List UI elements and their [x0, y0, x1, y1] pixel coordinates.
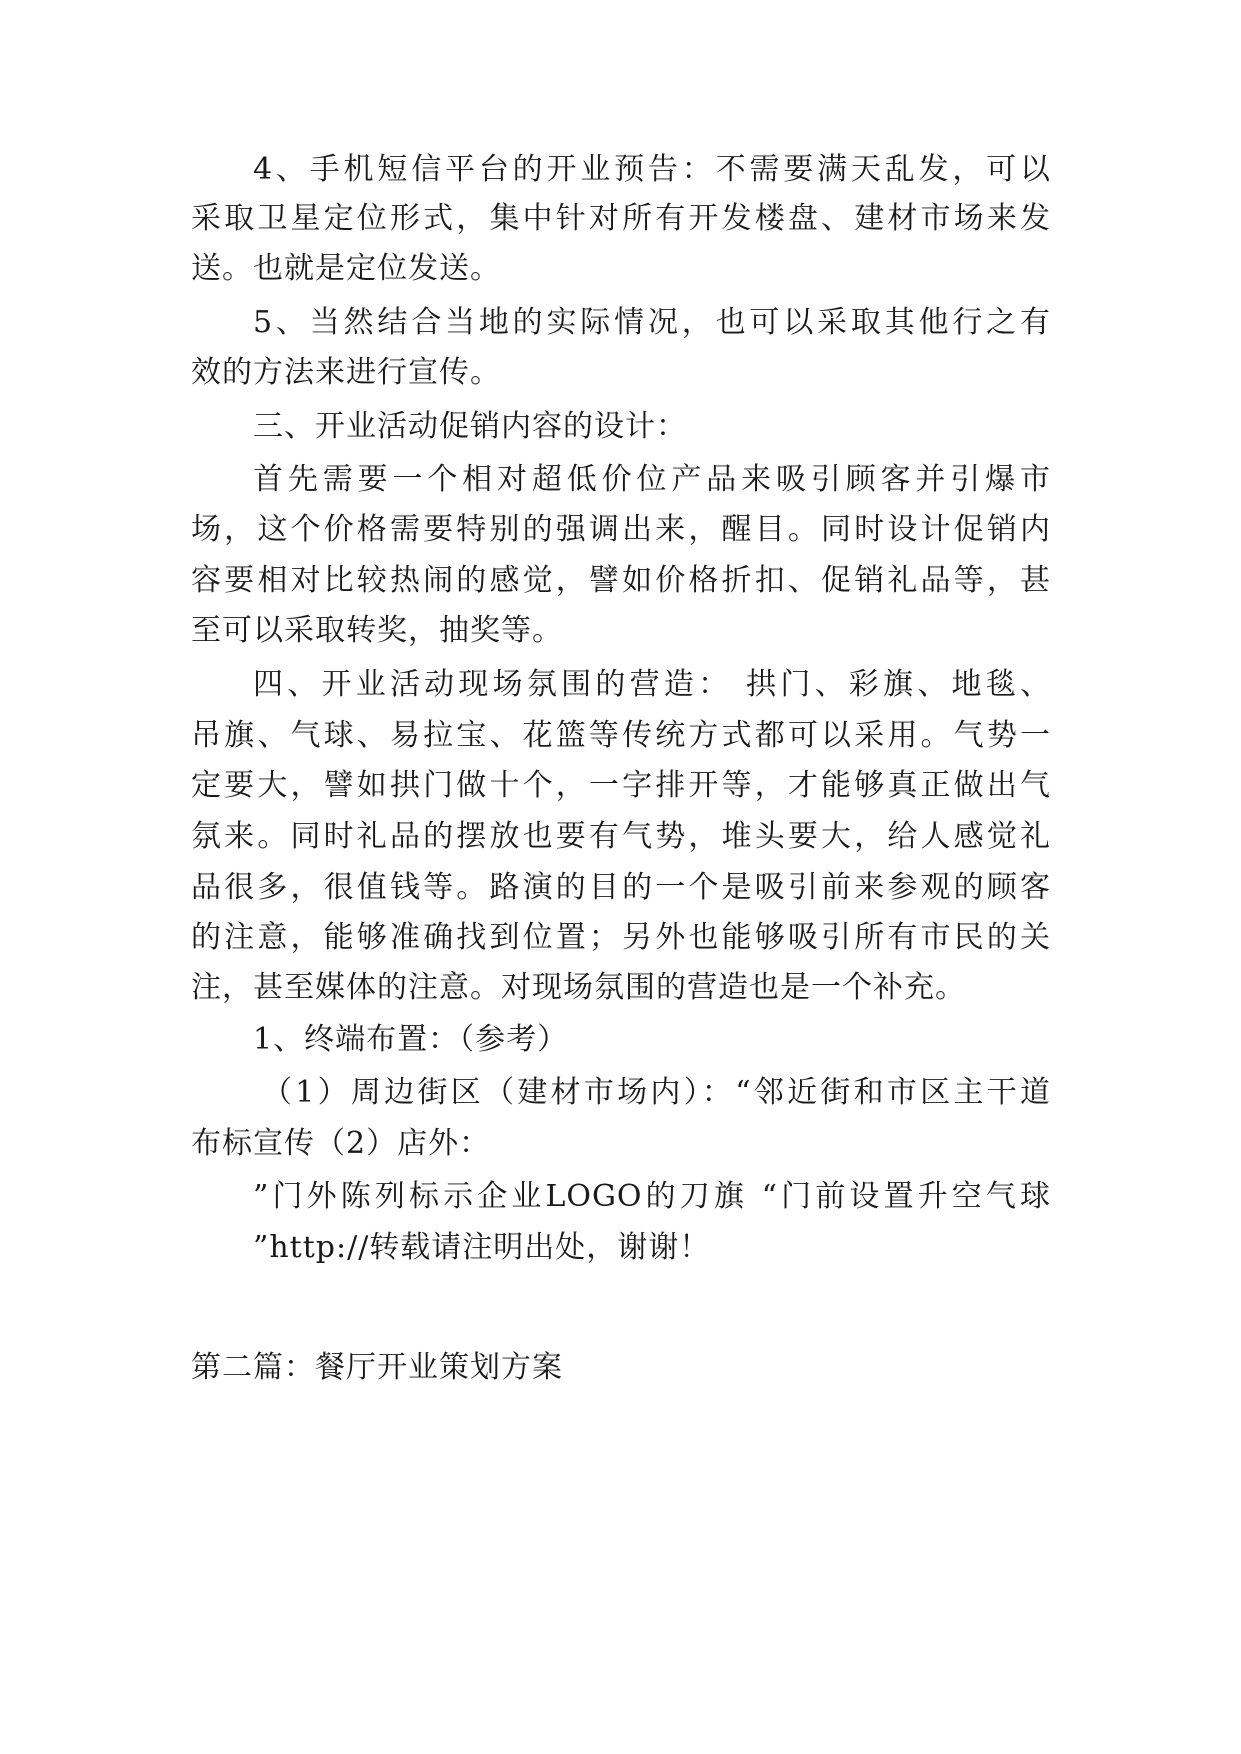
- paragraph-line: 4、手机短信平台的开业预告：不需要满天乱发，可以: [253, 152, 1051, 187]
- paragraph-line: 吊旗、气球、易拉宝、花篮等传统方式都可以采用。气势一: [191, 718, 1051, 753]
- paragraph-line: ”门外陈列标示企业LOGO的刀旗 “门前设置升空气球: [253, 1179, 1051, 1214]
- section-heading: 第二篇：餐厅开业策划方案: [191, 1350, 563, 1385]
- paragraph-line: 定要大，譬如拱门做十个，一字排开等，才能够真正做出气: [191, 768, 1051, 803]
- paragraph-line: 场，这个价格需要特别的强调出来，醒目。同时设计促销内: [191, 512, 1051, 547]
- paragraph-line: 送。也就是定位发送。: [191, 251, 501, 286]
- paragraph-line: 布标宣传（2）店外：: [191, 1126, 491, 1161]
- paragraph-line: 容要相对比较热闹的感觉，譬如价格折扣、促销礼品等，甚: [191, 563, 1051, 598]
- paragraph-line: 5、当然结合当地的实际情况，也可以采取其他行之有: [253, 305, 1051, 340]
- paragraph-line: 四、开业活动现场氛围的营造： 拱门、彩旗、地毯、: [253, 667, 1051, 702]
- paragraph-line: 至可以采取转奖，抽奖等。: [191, 613, 563, 648]
- paragraph-line: 效的方法来进行宣传。: [191, 355, 501, 390]
- section-subheading: 三、开业活动促销内容的设计：: [253, 409, 687, 444]
- paragraph-line: （1）周边街区（建材市场内）：“邻近街和市区主干道: [262, 1075, 1051, 1110]
- paragraph-line: 氛来。同时礼品的摆放也要有气势，堆头要大，给人感觉礼: [191, 819, 1051, 854]
- paragraph-line: 注，甚至媒体的注意。对现场氛围的营造也是一个补充。: [191, 970, 966, 1005]
- list-item-heading: 1、终端布置：（参考）: [253, 1022, 569, 1057]
- paragraph-line: 品很多，很值钱等。路演的目的一个是吸引前来参观的顾客: [191, 870, 1051, 905]
- paragraph-line: 首先需要一个相对超低价位产品来吸引顾客并引爆市: [253, 462, 1051, 497]
- paragraph-line: 的注意，能够准确找到位置；另外也能够吸引所有市民的关: [191, 920, 1051, 955]
- paragraph-line: 采取卫星定位形式，集中针对所有开发楼盘、建材市场来发: [191, 201, 1051, 236]
- paragraph-line: ”http://转载请注明出处，谢谢！: [253, 1230, 711, 1265]
